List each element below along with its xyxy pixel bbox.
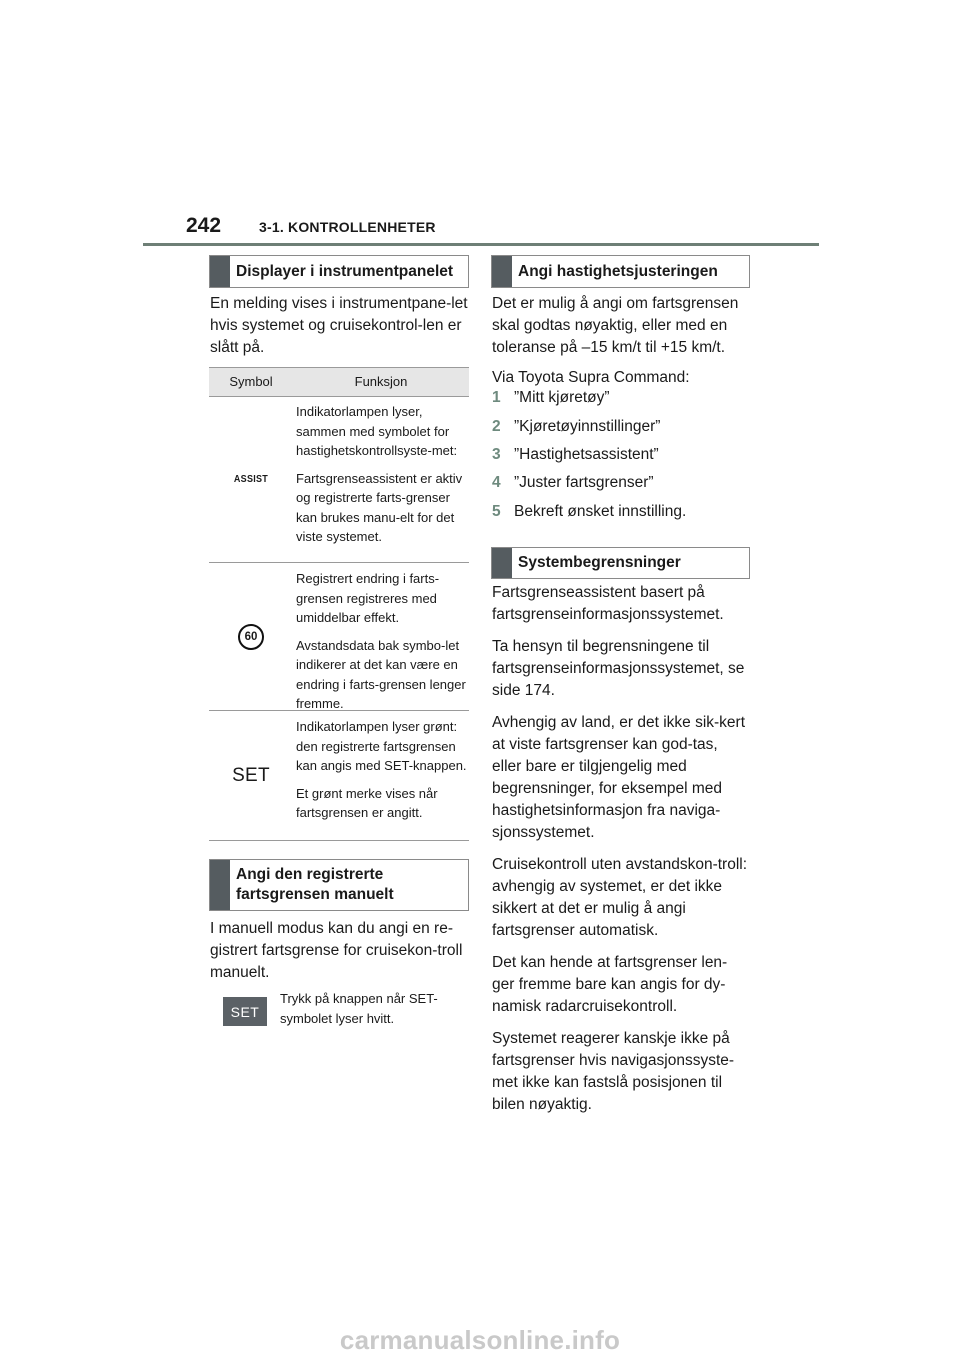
manual-paragraph [210, 918, 472, 994]
watermark: carmanualsonline.info [339, 1325, 621, 1355]
section-heading-text: Displayer i instrumentpanelet [236, 262, 454, 280]
list-item [492, 387, 610, 409]
row-text-2: Fartsgrenseassistent er aktiv og registrerte farts-grenser kan brukes manu-elt for det viste systemet. [296, 470, 463, 544]
set-icon: SET [232, 764, 270, 786]
via-text: Via Toyota Supra Command: [492, 369, 690, 386]
section-heading-limits [491, 547, 750, 579]
step-text: ”Kjøretøyinnstillinger” [514, 418, 661, 435]
section-heading-manual [209, 859, 469, 911]
table-row [209, 563, 469, 711]
table-header [209, 367, 469, 397]
adjust-paragraph [492, 293, 754, 399]
table-row-symbol [209, 563, 293, 710]
section-heading-displays [209, 255, 469, 288]
limits-text: Avhengig av land, er det ikke sik-kert at viste fartsgrenser kan god-tas, eller bare er tilgjengelig med begrensninger, for eksempel med hastighetsinformasjon fra naviga-sjonssystemet. [492, 714, 746, 841]
table-row-symbol [209, 396, 293, 562]
section-heading-adjust [491, 255, 750, 288]
limits-text: Ta hensyn til begrensningene til fartsgrenseinformasjonssystemet, se side 174. [492, 638, 745, 699]
list-item [492, 416, 660, 438]
section-heading-text: Systembegrensninger [518, 554, 681, 571]
section-heading-text: Angi hastighetsjusteringen [518, 262, 718, 280]
row-text-2: Avstandsdata bak symbo-let indikerer at det kan være en endring i farts-grensen lenger fremme. [296, 637, 466, 711]
table-header-symbol: Symbol [229, 374, 273, 389]
table-row-symbol [209, 711, 293, 840]
list-item [492, 472, 654, 494]
section-heading-bar [492, 256, 512, 287]
list-item [492, 444, 659, 466]
table-row [209, 396, 469, 563]
manual-text: I manuell modus kan du angi en re-gistrert fartsgrense for cruisekon-troll manuelt. [210, 920, 463, 981]
speed-limit-60-icon: 60 [238, 624, 264, 650]
table-row-function [296, 569, 467, 722]
step-number: 4 [492, 474, 501, 491]
limits-text: Fartsgrenseassistent basert på fartsgrenseinformasjonssystemet. [492, 584, 724, 623]
intro-paragraph [210, 293, 472, 369]
step-text: ”Mitt kjøretøy” [514, 389, 610, 406]
row-text-1: Indikatorlampen lyser, sammen med symbolet for hastighetskontrollsyste-met: [296, 404, 458, 458]
step-text: ”Hastighetsassistent” [514, 446, 659, 463]
section-heading-bar [492, 548, 512, 578]
chapter-title: 3-1. KONTROLLENHETER [259, 219, 436, 235]
section-heading-bar [210, 256, 230, 287]
table-row-function [296, 402, 467, 555]
table-row-function [296, 717, 467, 831]
step-number: 2 [492, 418, 501, 435]
step-number: 1 [492, 389, 501, 406]
row-text-2: Et grønt merke vises når fartsgrensen er angitt. [296, 785, 438, 820]
section-heading-bar [210, 860, 230, 910]
page-number: 242 [186, 214, 222, 237]
header-rule [143, 243, 819, 246]
step-text: Bekreft ønsket innstilling. [514, 503, 687, 520]
table-header-function: Funksjon [354, 374, 408, 389]
limits-text: Det kan hende at fartsgrenser len-ger fremme bare kan angis for dy-namisk radarcruisekontroll. [492, 954, 728, 1015]
limits-text: Systemet reagerer kanskje ikke på fartsgrenser hvis navigasjonssyste-met ikke kan fastslå posisjonen til bilen nøyaktig. [492, 1030, 735, 1113]
set-button-description: Trykk på knappen når SET-symbolet lyser hvitt. [280, 991, 438, 1026]
assist-icon: ASSIST [233, 473, 269, 485]
adjust-text: Det er mulig å angi om fartsgrensen skal godtas nøyaktig, eller med en toleranse på –15 km/t til +15 km/t. [492, 295, 739, 356]
section-heading-text: Angi den registrerte fartsgrensen manuelt [236, 866, 394, 903]
set-button-icon: SET [223, 997, 267, 1026]
step-text: ”Juster fartsgrenser” [514, 474, 654, 491]
intro-text: En melding vises i instrumentpane-let hvis systemet og cruisekontrol-len er slått på. [210, 295, 468, 356]
row-text-1: Indikatorlampen lyser grønt: den registrerte fartsgrensen kan angis med SET-knappen. [296, 719, 467, 773]
limits-paragraphs [492, 582, 748, 1126]
step-number: 3 [492, 446, 501, 463]
table-row [209, 711, 469, 841]
list-item [492, 501, 686, 523]
row-text-1: Registrert endring i farts-grensen registreres med umiddelbar effekt. [296, 571, 440, 625]
limits-text: Cruisekontroll uten avstandskon-troll: avhengig av systemet, er det ikke sikkert at det er mulig å angi fartsgrenser automatisk. [492, 856, 748, 939]
step-number: 5 [492, 503, 501, 520]
